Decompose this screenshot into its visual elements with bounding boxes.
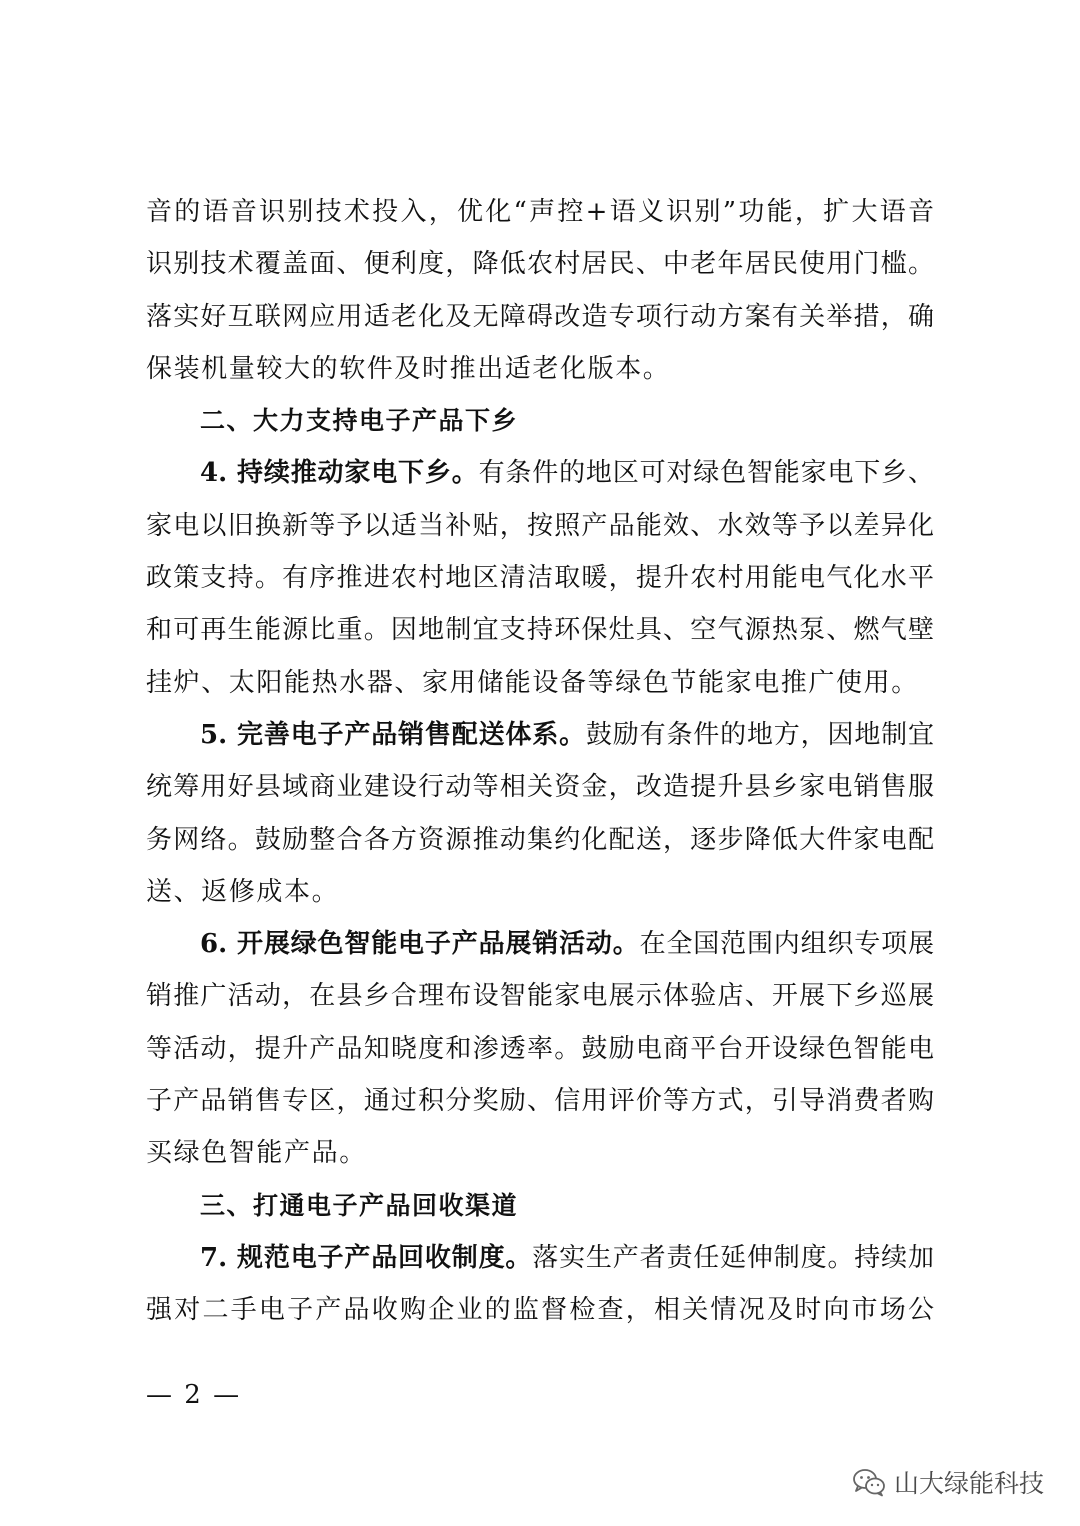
text-line: 务网络。鼓励整合各方资源推动集约化配送，逐步降低大件家电配 <box>146 824 934 855</box>
item-4-first-line <box>146 447 934 499</box>
section-heading-3: 三、打通电子产品回收渠道 <box>200 1190 519 1220</box>
text-line: 音的语音识别技术投入，优化“声控+语义识别”功能，扩大语音 <box>146 197 934 227</box>
item-7-first-line <box>146 1232 934 1284</box>
item-6-first-line <box>146 918 934 970</box>
text-line: 送、返修成本。 <box>146 876 340 907</box>
item-4-lead: 4. 持续推动家电下乡。 <box>200 458 479 489</box>
text-line: 强对二手电子产品收购企业的监督检查，相关情况及时向市场公 <box>146 1295 934 1326</box>
text-line: 买绿色智能产品。 <box>146 1138 367 1169</box>
text-line: 挂炉、太阳能热水器、家用储能设备等绿色节能家电推广使用。 <box>146 667 919 698</box>
text-line: 等活动，提升产品知晓度和渗透率。鼓励电商平台开设绿色智能电 <box>146 1033 934 1064</box>
text-line: 识别技术覆盖面、便利度，降低农村居民、中老年居民使用门槛。 <box>146 249 934 280</box>
item-6-text: 在全国范围内组织专项展 <box>639 929 934 960</box>
text-line: 统筹用好县域商业建设行动等相关资金，改造提升县乡家电销售服 <box>146 772 934 803</box>
item-5-lead: 5. 完善电子产品销售配送体系。 <box>200 719 586 750</box>
text-line: 和可再生能源比重。因地制宜支持环保灶具、空气源热泵、燃气壁 <box>146 615 934 646</box>
text-line: 保装机量较大的软件及时推出适老化版本。 <box>146 353 671 384</box>
text-line: 家电以旧换新等予以适当补贴，按照产品能效、水效等予以差异化 <box>146 510 934 541</box>
item-7-lead: 7. 规范电子产品回收制度。 <box>200 1242 533 1273</box>
section-heading-2: 二、大力支持电子产品下乡 <box>200 406 519 436</box>
item-5-first-line <box>146 709 934 761</box>
text-line: 销推广活动，在县乡合理布设智能家电展示体验店、开展下乡巡展 <box>146 981 934 1012</box>
item-5-text: 鼓励有条件的地方，因地制宜 <box>585 719 934 750</box>
text-line: 子产品销售专区，通过积分奖励、信用评价等方式，引导消费者购 <box>146 1086 934 1117</box>
page-number: — 2 — <box>146 1380 242 1410</box>
document-body <box>146 186 934 1337</box>
watermark-text: 山大绿能科技 <box>893 1469 1044 1498</box>
item-7-text: 落实生产者责任延伸制度。持续加 <box>532 1242 934 1273</box>
watermark <box>852 1464 1044 1500</box>
wechat-icon <box>852 1467 886 1497</box>
item-4-text: 有条件的地区可对绿色智能家电下乡、 <box>478 458 934 489</box>
text-line: 政策支持。有序推进农村地区清洁取暖，提升农村用能电气化水平 <box>146 563 934 594</box>
text-line: 落实好互联网应用适老化及无障碍改造专项行动方案有关举措，确 <box>146 301 934 332</box>
item-6-lead: 6. 开展绿色智能电子产品展销活动。 <box>200 929 640 960</box>
